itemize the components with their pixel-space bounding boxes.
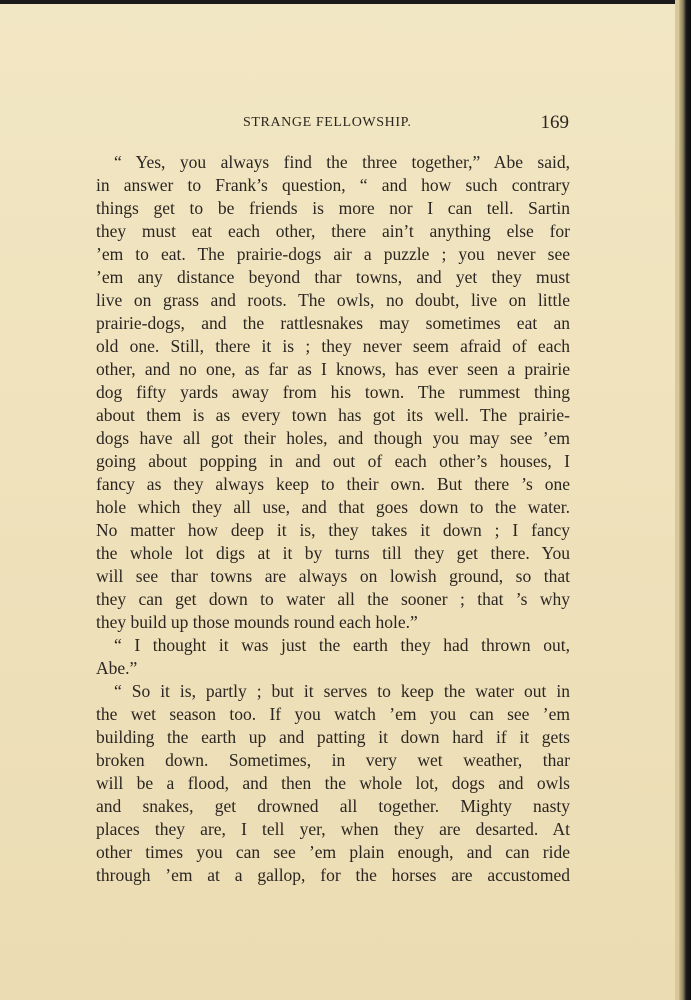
text-line: things get to be friends is more nor I can tell. Sartin xyxy=(96,198,570,218)
page-header xyxy=(95,112,575,136)
top-scan-border xyxy=(0,0,691,4)
text-line: places they are, I tell yer, when they are desarted. At xyxy=(96,819,570,839)
text-line: ’em any distance beyond thar towns, and yet they must xyxy=(96,267,570,287)
page-number: 169 xyxy=(540,112,569,133)
text-line: broken down. Sometimes, in very wet weather, thar xyxy=(96,750,570,770)
text-line: the whole lot digs at it by turns till they get there. You xyxy=(96,543,570,563)
text-line: prairie-dogs, and the rattlesnakes may sometimes eat an xyxy=(96,313,570,333)
text-line: building the earth up and patting it down hard if it gets xyxy=(96,727,570,747)
text-line: fancy as they always keep to their own. But there ’s one xyxy=(96,474,570,494)
book-spine-edge xyxy=(679,0,691,1000)
text-line: “ I thought it was just the earth they had thrown out, xyxy=(114,635,570,655)
text-line: dogs have all got their holes, and though you may see ’em xyxy=(96,428,570,448)
text-line: through ’em at a gallop, for the horses are accustomed xyxy=(96,865,570,885)
text-line: old one. Still, there it is ; they never seem afraid of each xyxy=(96,336,570,356)
text-line: the wet season too. If you watch ’em you can see ’em xyxy=(96,704,570,724)
text-line: going about popping in and out of each other’s houses, I xyxy=(96,451,570,471)
text-line: “ So it is, partly ; but it serves to keep the water out in xyxy=(114,681,570,701)
text-line: ’em to eat. The prairie-dogs air a puzzle ; you never see xyxy=(96,244,570,264)
text-line: other times you can see ’em plain enough, and can ride xyxy=(96,842,570,862)
text-line: “ Yes, you always find the three together,” Abe said, xyxy=(114,152,570,172)
running-head: STRANGE FELLOWSHIP. xyxy=(243,115,412,130)
text-line: No matter how deep it is, they takes it down ; I fancy xyxy=(96,520,570,540)
text-line: about them is as every town has got its well. The prairie- xyxy=(96,405,570,425)
text-line: live on grass and roots. The owls, no doubt, live on little xyxy=(96,290,570,310)
text-line: will see thar towns are always on lowish ground, so that xyxy=(96,566,570,586)
text-line: hole which they all use, and that goes down to the water. xyxy=(96,497,570,517)
text-line: and snakes, get drowned all together. Mighty nasty xyxy=(96,796,570,816)
text-line: they can get down to water all the sooner ; that ’s why xyxy=(96,589,570,609)
text-line: dog fifty yards away from his town. The rummest thing xyxy=(96,382,570,402)
text-line: will be a flood, and then the whole lot, dogs and owls xyxy=(96,773,570,793)
text-line: they build up those mounds round each hole.” xyxy=(96,612,418,632)
text-line: in answer to Frank’s question, “ and how such contrary xyxy=(96,175,570,195)
text-line: other, and no one, as far as I knows, has ever seen a prairie xyxy=(96,359,570,379)
text-line: Abe.” xyxy=(96,658,138,678)
body-text xyxy=(96,151,570,887)
text-line: they must eat each other, there ain’t anything else for xyxy=(96,221,570,241)
